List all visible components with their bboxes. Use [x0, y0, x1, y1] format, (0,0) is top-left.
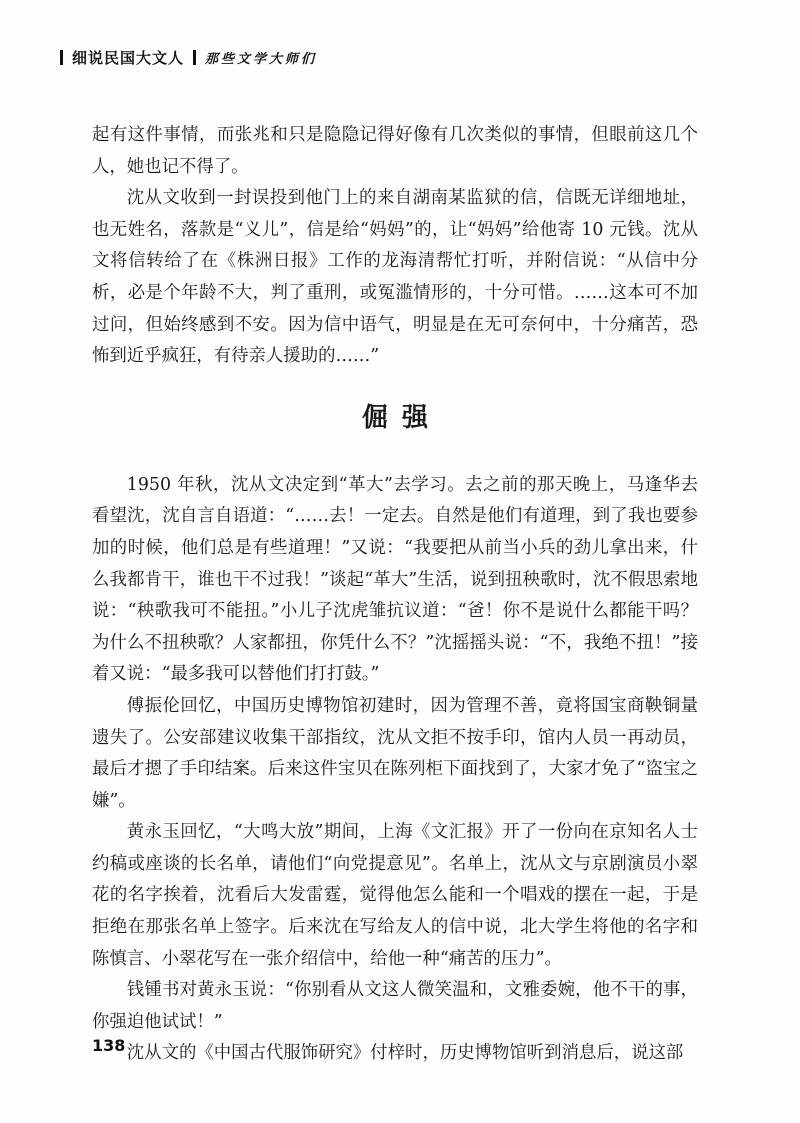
paragraph: 起有这件事情，而张兆和只是隐隐记得好像有几次类似的事情，但眼前这几个人，她也记不得了。 — [92, 125, 698, 177]
paragraph: 沈从文的《中国古代服饰研究》付梓时，历史博物馆听到消息后，说这部 — [126, 1043, 684, 1064]
chapter-heading: 倔强 — [361, 402, 442, 433]
paragraph: 黄永玉回忆，“大鸣大放”期间，上海《文汇报》开了一份向在京知名人士约稿或座谈的长名单，请他们“向党提意见”。名单上，沈从文与京剧演员小翠花的名字挨着，沈看后大发雷霆，觉得他怎么能和一个唱戏的摆在一起，于是拒绝在那张名单上签字。后来沈在写给友人的信中说，北大学生将他的名字和陈慎言、小翠花写在一张介绍信中，给他一种“痛苦的压力”。 — [92, 822, 698, 969]
section-title: 那些文学大师们 — [205, 51, 318, 67]
paragraph: 钱锺书对黄永玉说：“你别看从文这人微笑温和，文雅委婉，他不干的事，你强迫他试试！” — [92, 980, 698, 1032]
running-header — [60, 44, 317, 70]
header-divider — [193, 50, 196, 65]
paragraph: 傅振伦回忆，中国历史博物馆初建时，因为管理不善，竟将国宝商鞅铜量遗失了。公安部建议收集干部指纹，沈从文拒不按手印，馆内人员一再动员，最后才摁了手印结案。后来这件宝贝在陈列柜下面找到了，大家才免了“盗宝之嫌”。 — [92, 695, 698, 811]
page-number: 138 — [92, 1036, 126, 1055]
header-divider — [60, 50, 63, 65]
paragraph: 沈从文收到一封误投到他门上的来自湖南某监狱的信，信既无详细地址，也无姓名，落款是“义儿”，信是给“妈妈”的，让“妈妈”给他寄 10 元钱。沈从文将信转给了在《株洲日报》工作的龙海清帮忙打听，并附信说：“从信中分析，必是个年龄不大，判了重刑，或冤滥情形的，十分可惜。……这本可不加过问，但始终感到不安。因为信中语气，明显是在无可奈何中，十分痛苦，恐怖到近乎疯狂，有待亲人援助的……” — [92, 188, 698, 367]
book-title: 细说民国大文人 — [72, 48, 185, 67]
paragraph: 1950 年秋，沈从文决定到“革大”去学习。去之前的那天晚上，马逢华去看望沈，沈自言自语道：“……去！一定去。自然是他们有道理，到了我也要参加的时候，他们总是有些道理！”又说：“我要把从前当小兵的劲儿拿出来，什么我都肯干，谁也干不过我！”谈起“革大”生活，说到扭秧歌时，沈不假思索地说：“秧歌我可不能扭。”小儿子沈虎雏抗议道：“爸！你不是说什么都能干吗？为什么不扭秧歌？人家都扭，你凭什么不？”沈摇摇头说：“不，我绝不扭！”接着又说：“最多我可以替他们打打鼓。” — [92, 474, 698, 685]
page-body — [92, 120, 698, 1070]
